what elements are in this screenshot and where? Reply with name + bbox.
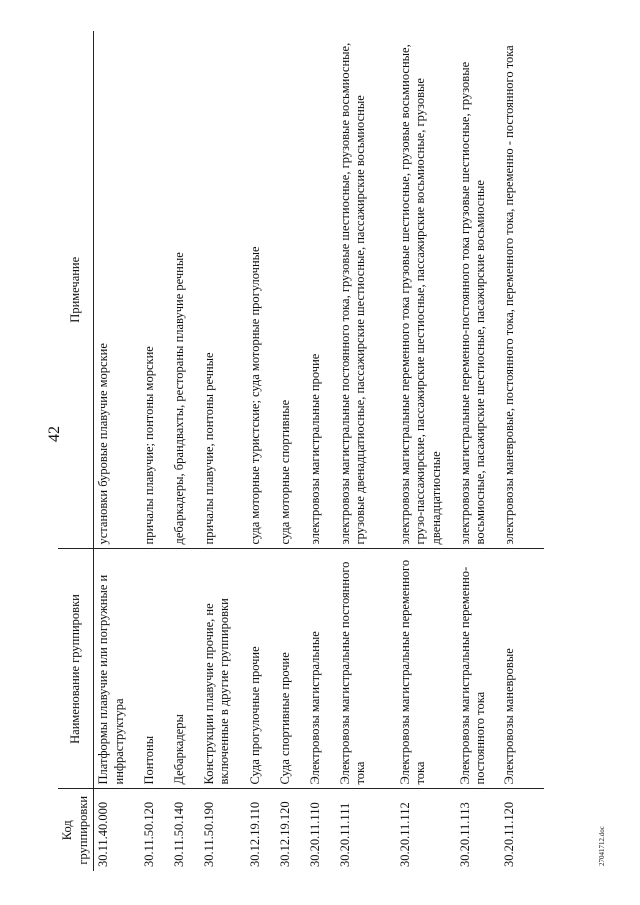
row-note: суда моторные спортивные — [276, 31, 306, 549]
table-row — [140, 31, 170, 871]
classification-table — [58, 31, 544, 871]
row-name: Электровозы магистральные переменно-постоянного тока — [456, 549, 500, 789]
row-code: 30.11.50.120 — [141, 801, 156, 867]
table-row — [396, 31, 456, 871]
row-name: Электровозы маневровые — [500, 549, 544, 789]
table-header-row — [58, 31, 94, 871]
table-row — [200, 31, 246, 871]
row-code: 30.11.40.000 — [96, 801, 111, 867]
row-code: 30.20.11.113 — [457, 802, 472, 867]
row-note: установки буровые плавучие морские — [94, 31, 140, 549]
row-name: Суда спортивные прочие — [276, 549, 306, 789]
table-row — [94, 31, 140, 871]
row-note: дебаркадеры, брандвахты, рестораны плавучие речные — [170, 31, 200, 549]
row-code: 30.12.19.110 — [247, 801, 262, 867]
row-code: 30.12.19.120 — [277, 801, 292, 867]
table-row — [336, 31, 396, 871]
row-note: электровозы магистральные постоянного тока, грузовые шестиосные, грузовые восьмиосные, грузовые двенадцатиосные, пассажирские шестиосные, пассажирские восьмиосные — [336, 31, 396, 549]
table-row — [306, 31, 336, 871]
row-note: электровозы маневровые, постоянного тока, переменного тока, переменно - постоянного тока — [500, 31, 544, 549]
row-name: Конструкции плавучие прочие, не включенные в другие группировки — [200, 549, 246, 789]
table-row — [170, 31, 200, 871]
row-name: Электровозы магистральные — [306, 549, 336, 789]
row-name: Электровозы магистральные переменного тока — [396, 549, 456, 789]
row-note: причалы плавучие, понтоны речные — [200, 31, 246, 549]
row-code: 30.20.11.110 — [307, 802, 322, 867]
row-name: Дебаркадеры — [170, 549, 200, 789]
header-name: Наименование группировки — [58, 549, 94, 789]
row-note: электровозы магистральные прочие — [306, 31, 336, 549]
row-note: суда моторные туристские; суда моторные прогулочные — [246, 31, 276, 549]
row-note: причалы плавучие; понтоны морские — [140, 31, 170, 549]
header-code: Код группировки — [58, 789, 94, 871]
row-code: 30.20.11.112 — [397, 802, 412, 867]
table-row — [276, 31, 306, 871]
row-code: 30.11.50.140 — [171, 801, 186, 867]
row-code: 30.20.11.120 — [501, 801, 516, 867]
table-row — [456, 31, 500, 871]
header-note: Примечание — [58, 31, 94, 549]
row-name: Электровозы магистральные постоянного тока — [336, 549, 396, 789]
footer-filename: 27041712.doc — [598, 826, 606, 866]
rotated-table-container — [58, 31, 516, 871]
table-row — [500, 31, 544, 871]
table-row — [246, 31, 276, 871]
row-name: Понтоны — [140, 549, 170, 789]
row-code: 30.11.50.190 — [201, 801, 216, 867]
page-number: 42 — [46, 426, 63, 442]
row-note: электровозы магистральные переменно-постоянного тока грузовые шестиосные, грузовые восьмиосные, пасажирские шестиосные, пасажирские восьмиосные — [456, 31, 500, 549]
row-code: 30.20.11.111 — [337, 802, 352, 867]
row-name: Платформы плавучие или погружные и инфраструктура — [94, 549, 140, 789]
row-name: Суда прогулочные прочие — [246, 549, 276, 789]
row-note: электровозы магистральные переменного тока грузовые шестиосные, грузовые восьмиосные, грузо-пассажирские, пассажирские шестиосные, пассажирские восьмиосные, грузовые двенадцатиосные — [396, 31, 456, 549]
